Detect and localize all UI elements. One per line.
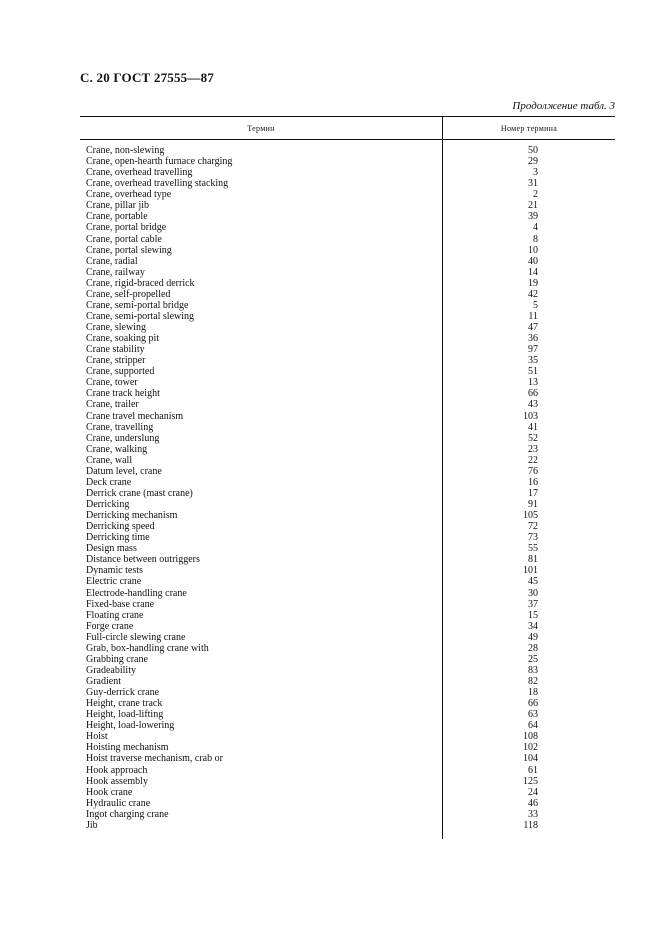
table-row — [86, 211, 616, 222]
table-row — [86, 156, 616, 167]
table-row — [86, 632, 616, 643]
term-cell: Hoist traverse mechanism, crab or — [86, 753, 223, 765]
term-number-cell: 23 — [528, 443, 538, 455]
term-cell: Crane, tower — [86, 377, 138, 389]
term-cell: Crane, portal cable — [86, 233, 162, 245]
term-cell: Crane, railway — [86, 266, 145, 278]
term-number-cell: 66 — [528, 388, 538, 400]
term-cell: Hydraulic crane — [86, 797, 151, 809]
term-cell: Dynamic tests — [86, 565, 143, 577]
table-row — [86, 433, 616, 444]
term-cell: Crane, overhead travelling stacking — [86, 178, 229, 190]
table-row — [86, 455, 616, 466]
table-row — [86, 178, 616, 189]
term-number-cell: 51 — [528, 366, 538, 378]
term-cell: Gradeability — [86, 664, 136, 676]
table-row — [86, 576, 616, 587]
table-row — [86, 344, 616, 355]
table-row — [86, 820, 616, 831]
term-number-cell: 97 — [528, 344, 538, 356]
term-number-cell: 46 — [528, 797, 538, 809]
term-cell: Derricking mechanism — [86, 510, 178, 522]
term-number-cell: 72 — [528, 521, 538, 533]
term-number-cell: 4 — [533, 222, 538, 234]
term-number-cell: 42 — [528, 288, 538, 300]
table-row — [86, 676, 616, 687]
term-number-cell: 24 — [528, 786, 538, 798]
term-cell: Crane, portable — [86, 211, 148, 223]
table-row — [86, 256, 616, 267]
table-row — [86, 200, 616, 211]
table-row — [86, 532, 616, 543]
term-number-cell: 103 — [523, 410, 538, 422]
term-cell: Crane stability — [86, 344, 145, 356]
term-cell: Crane, soaking pit — [86, 333, 160, 345]
term-number-cell: 118 — [523, 819, 538, 831]
term-cell: Crane, radial — [86, 255, 138, 267]
term-number-cell: 104 — [523, 753, 538, 765]
term-number-cell: 82 — [528, 676, 538, 687]
term-cell: Gradient — [86, 676, 121, 687]
table-row — [86, 643, 616, 654]
term-cell: Hook assembly — [86, 775, 148, 787]
term-cell: Crane, open-hearth furnace charging — [86, 156, 233, 168]
table-row — [86, 588, 616, 599]
table-row — [86, 521, 616, 532]
term-number-cell: 11 — [528, 310, 538, 322]
term-number-cell: 10 — [528, 244, 538, 256]
column-header-term: Термин — [247, 124, 275, 133]
term-cell: Crane, trailer — [86, 399, 139, 411]
term-cell: Electrode-handling crane — [86, 587, 187, 599]
term-number-cell: 64 — [528, 720, 538, 732]
table-row — [86, 466, 616, 477]
term-number-cell: 45 — [528, 576, 538, 588]
table-row — [86, 787, 616, 798]
term-number-cell: 33 — [528, 808, 538, 820]
term-cell: Height, crane track — [86, 698, 163, 710]
term-number-cell: 39 — [528, 211, 538, 223]
term-number-cell: 34 — [528, 620, 538, 632]
term-number-cell: 61 — [528, 764, 538, 776]
table-row — [86, 377, 616, 388]
table-row — [86, 621, 616, 632]
table-row — [86, 289, 616, 300]
table-row — [86, 665, 616, 676]
term-cell: Derrick crane (mast crane) — [86, 487, 193, 499]
table-row — [86, 311, 616, 322]
table-row — [86, 267, 616, 278]
term-cell: Derricking speed — [86, 521, 155, 533]
term-cell: Hoisting mechanism — [86, 742, 169, 754]
table-row — [86, 167, 616, 178]
term-cell: Ingot charging crane — [86, 808, 169, 820]
term-cell: Crane, slewing — [86, 322, 146, 333]
term-number-cell: 25 — [528, 653, 538, 665]
term-cell: Crane, stripper — [86, 355, 146, 367]
term-number-cell: 28 — [528, 642, 538, 654]
term-cell: Crane, pillar jib — [86, 200, 150, 212]
term-cell: Hoist — [86, 731, 108, 743]
term-cell: Crane, travelling — [86, 421, 154, 433]
term-number-cell: 36 — [528, 333, 538, 345]
term-number-cell: 18 — [528, 687, 538, 699]
term-number-cell: 5 — [533, 299, 538, 311]
table-row — [86, 599, 616, 610]
term-cell: Forge crane — [86, 620, 134, 632]
term-number-cell: 105 — [523, 510, 538, 522]
term-number-cell: 47 — [528, 322, 538, 333]
term-cell: Design mass — [86, 543, 137, 555]
term-number-cell: 22 — [528, 454, 538, 466]
term-cell: Crane, non-slewing — [86, 145, 165, 156]
term-number-cell: 29 — [528, 156, 538, 168]
term-cell: Height, load-lowering — [86, 720, 175, 732]
table-row — [86, 709, 616, 720]
term-number-cell: 49 — [528, 631, 538, 643]
table-row — [86, 222, 616, 233]
term-number-cell: 21 — [528, 200, 538, 212]
term-cell: Crane, rigid-braced derrick — [86, 277, 195, 289]
term-cell: Jib — [86, 819, 98, 831]
term-number-cell: 91 — [528, 499, 538, 510]
table-row — [86, 720, 616, 731]
table-row — [86, 322, 616, 333]
term-number-cell: 63 — [528, 709, 538, 721]
table-row — [86, 366, 616, 377]
term-cell: Deck crane — [86, 476, 132, 488]
table-row — [86, 488, 616, 499]
term-cell: Crane travel mechanism — [86, 410, 184, 422]
table-row — [86, 654, 616, 665]
term-number-cell: 13 — [528, 377, 538, 389]
term-number-cell: 37 — [528, 598, 538, 610]
column-header-number: Номер термина — [500, 124, 558, 133]
table-row — [86, 554, 616, 565]
table-row — [86, 278, 616, 289]
term-number-cell: 16 — [528, 476, 538, 488]
term-number-cell: 2 — [533, 189, 538, 201]
table-row — [86, 388, 616, 399]
term-number-cell: 3 — [533, 167, 538, 179]
term-cell: Crane track height — [86, 388, 160, 400]
term-number-cell: 40 — [528, 255, 538, 267]
term-cell: Electric crane — [86, 576, 142, 588]
term-cell: Crane, overhead type — [86, 189, 172, 201]
term-cell: Crane, portal slewing — [86, 244, 172, 256]
term-number-cell: 76 — [528, 465, 538, 477]
table-row — [86, 765, 616, 776]
term-cell: Fixed-base crane — [86, 598, 155, 610]
term-number-cell: 55 — [528, 543, 538, 555]
table-row — [86, 809, 616, 820]
term-number-cell: 41 — [528, 421, 538, 433]
table-row — [86, 477, 616, 488]
table-row — [86, 422, 616, 433]
term-number-cell: 66 — [528, 698, 538, 710]
term-cell: Datum level, crane — [86, 465, 162, 477]
term-cell: Derricking time — [86, 532, 150, 544]
table-row — [86, 145, 616, 156]
term-number-cell: 30 — [528, 587, 538, 599]
table-row — [86, 399, 616, 410]
term-number-cell: 108 — [523, 731, 538, 743]
term-cell: Crane, self-propelled — [86, 288, 171, 300]
term-cell: Grab, box-handling crane with — [86, 642, 209, 654]
table-row — [86, 444, 616, 455]
table-row — [86, 610, 616, 621]
term-cell: Hook approach — [86, 764, 148, 776]
table-row — [86, 731, 616, 742]
table-body — [86, 145, 616, 831]
term-number-cell: 35 — [528, 355, 538, 367]
table-row — [86, 189, 616, 200]
term-cell: Floating crane — [86, 609, 144, 621]
term-number-cell: 125 — [523, 775, 538, 787]
table-header-rule — [80, 139, 615, 140]
term-cell: Height, load-lifting — [86, 709, 164, 721]
term-number-cell: 83 — [528, 664, 538, 676]
term-cell: Grabbing crane — [86, 653, 148, 665]
term-number-cell: 50 — [528, 145, 538, 156]
term-number-cell: 31 — [528, 178, 538, 190]
table-row — [86, 543, 616, 554]
term-number-cell: 17 — [528, 487, 538, 499]
term-number-cell: 101 — [523, 565, 538, 577]
page-header: С. 20 ГОСТ 27555—87 — [80, 70, 214, 85]
table-row — [86, 234, 616, 245]
table-top-rule — [80, 116, 615, 117]
term-cell: Crane, semi-portal slewing — [86, 310, 195, 322]
table-row — [86, 510, 616, 521]
table-row — [86, 499, 616, 510]
term-cell: Derricking — [86, 499, 130, 510]
term-number-cell: 73 — [528, 532, 538, 544]
term-number-cell: 43 — [528, 399, 538, 411]
term-cell: Full-circle slewing crane — [86, 631, 186, 643]
table-row — [86, 300, 616, 311]
term-number-cell: 8 — [533, 233, 538, 245]
table-row — [86, 798, 616, 809]
table-row — [86, 753, 616, 764]
term-number-cell: 81 — [528, 554, 538, 566]
term-cell: Distance between outriggers — [86, 554, 200, 566]
term-number-cell: 15 — [528, 609, 538, 621]
table-row — [86, 687, 616, 698]
term-cell: Crane, wall — [86, 454, 133, 466]
term-number-cell: 19 — [528, 277, 538, 289]
term-cell: Guy-derrick crane — [86, 687, 160, 699]
table-row — [86, 245, 616, 256]
table-row — [86, 776, 616, 787]
term-cell: Crane, underslung — [86, 432, 160, 444]
table-row — [86, 565, 616, 576]
table-row — [86, 698, 616, 709]
term-cell: Hook crane — [86, 786, 133, 798]
term-cell: Crane, portal bridge — [86, 222, 167, 234]
term-number-cell: 102 — [523, 742, 538, 754]
table-row — [86, 333, 616, 344]
table-row — [86, 742, 616, 753]
term-cell: Crane, supported — [86, 366, 155, 378]
term-cell: Crane, walking — [86, 443, 148, 455]
term-cell: Crane, semi-portal bridge — [86, 299, 189, 311]
table-row — [86, 355, 616, 366]
term-cell: Crane, overhead travelling — [86, 167, 193, 179]
table-continuation-label: Продолжение табл. 3 — [512, 100, 615, 112]
term-number-cell: 14 — [528, 266, 538, 278]
table-row — [86, 411, 616, 422]
term-number-cell: 52 — [528, 432, 538, 444]
